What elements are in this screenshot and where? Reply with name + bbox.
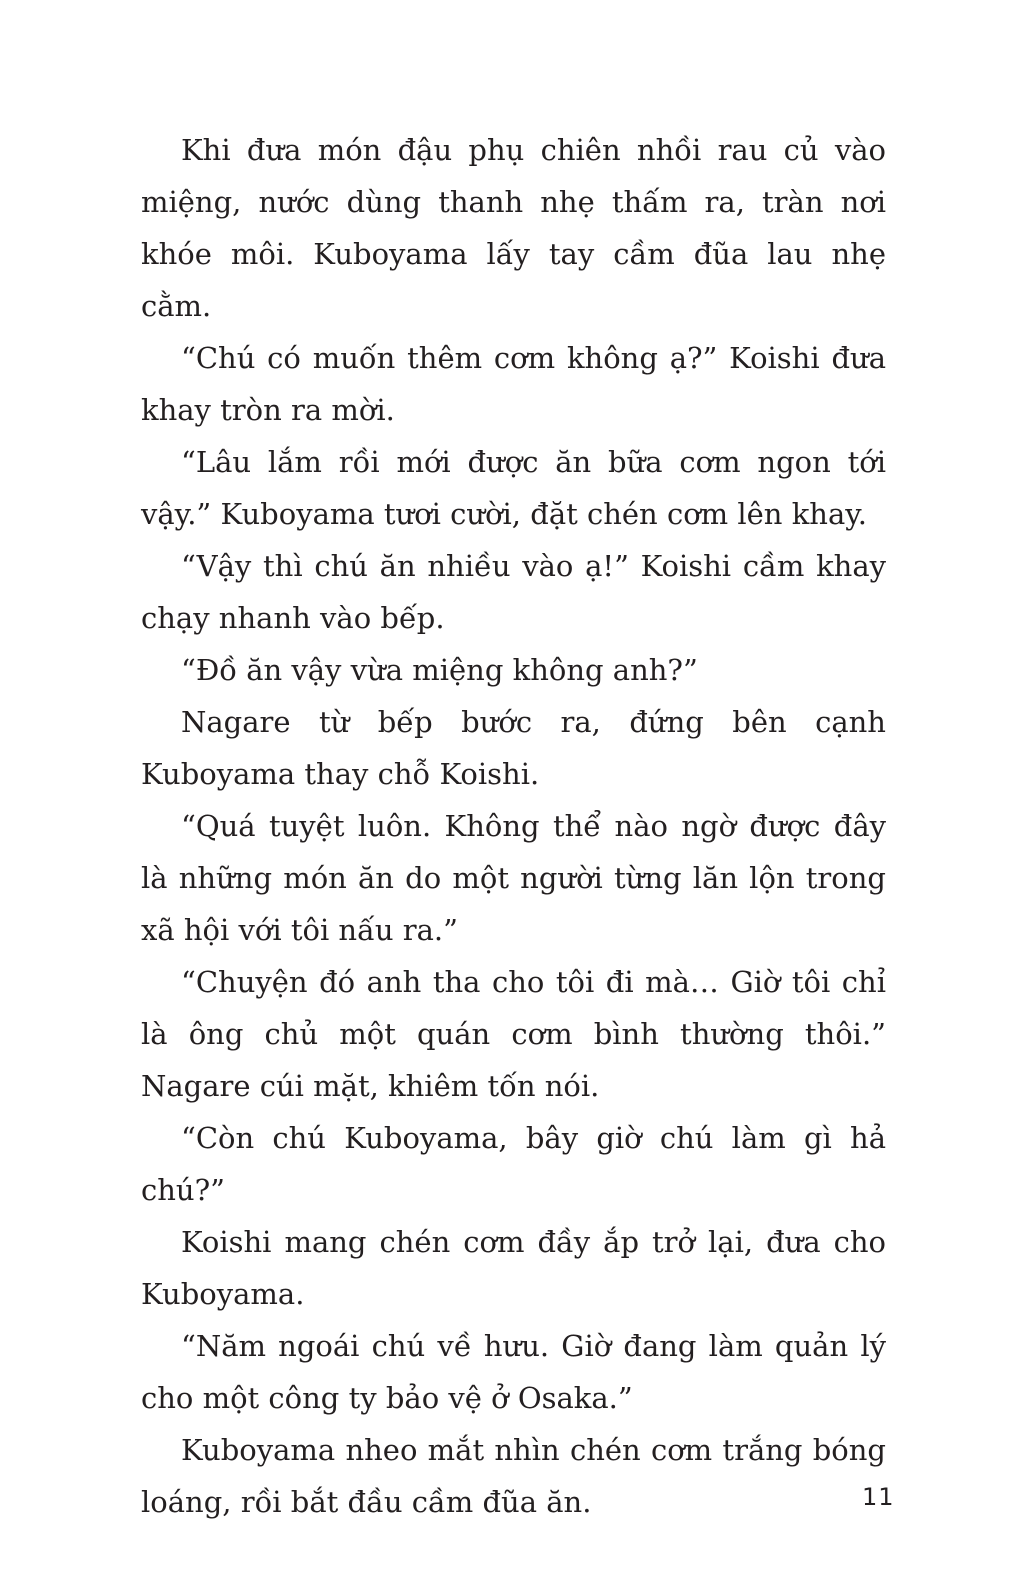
paragraph: “Chú có muốn thêm cơm không ạ?” Koishi đưa khay tròn ra mời. <box>141 341 886 427</box>
paragraph: “Vậy thì chú ăn nhiều vào ạ!” Koishi cầm khay chạy nhanh vào bếp. <box>141 549 886 635</box>
paragraph: “Còn chú Kuboyama, bây giờ chú làm gì hả chú?” <box>141 1121 886 1207</box>
paragraph: Nagare từ bếp bước ra, đứng bên cạnh Kuboyama thay chỗ Koishi. <box>141 705 886 791</box>
paragraph: “Đồ ăn vậy vừa miệng không anh?” <box>181 653 698 687</box>
paragraph: Kuboyama nheo mắt nhìn chén cơm trắng bóng loáng, rồi bắt đầu cầm đũa ăn. <box>141 1433 886 1519</box>
paragraph: “Năm ngoái chú về hưu. Giờ đang làm quản lý cho một công ty bảo vệ ở Osaka.” <box>141 1329 886 1415</box>
body-text <box>141 124 886 1528</box>
paragraph: “Quá tuyệt luôn. Không thể nào ngờ được đây là những món ăn do một người từng lăn lộn trong xã hội với tôi nấu ra.” <box>141 809 886 947</box>
paragraph: Khi đưa món đậu phụ chiên nhồi rau củ vào miệng, nước dùng thanh nhẹ thấm ra, tràn nơi khóe môi. Kuboyama lấy tay cầm đũa lau nhẹ cằm. <box>141 133 886 323</box>
paragraph: “Lâu lắm rồi mới được ăn bữa cơm ngon tới vậy.” Kuboyama tươi cười, đặt chén cơm lên khay. <box>141 445 886 531</box>
paragraph: “Chuyện đó anh tha cho tôi đi mà… Giờ tôi chỉ là ông chủ một quán cơm bình thường thôi.” Nagare cúi mặt, khiêm tốn nói. <box>141 965 886 1103</box>
page-number: 11 <box>862 1483 895 1511</box>
paragraph: Koishi mang chén cơm đầy ắp trở lại, đưa cho Kuboyama. <box>141 1225 886 1311</box>
